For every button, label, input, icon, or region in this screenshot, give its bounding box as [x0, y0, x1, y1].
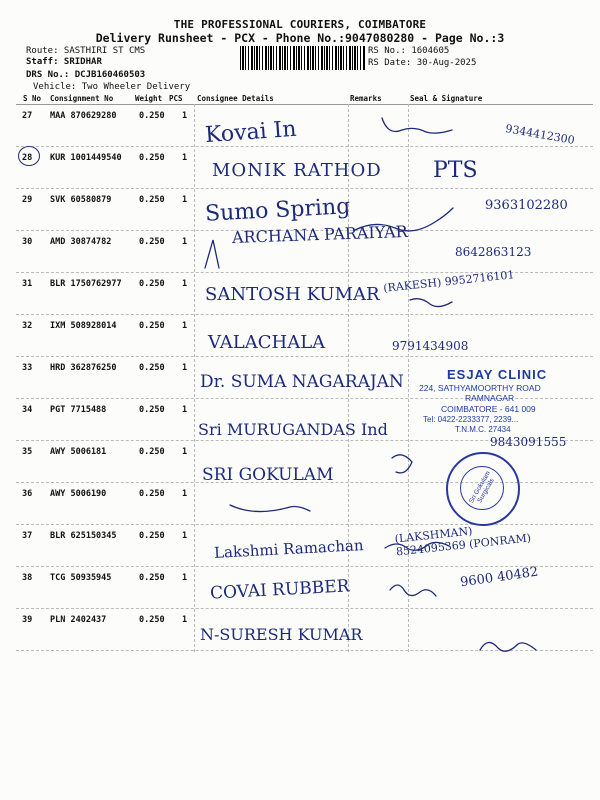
row-sno: 38 [22, 573, 33, 583]
runsheet-header-company: THE PROFESSIONAL COURIERS, COIMBATORE [173, 18, 427, 31]
vehicle-label: Vehicle: Two Wheeler Delivery [33, 82, 191, 92]
row-consignment-no: MAA 870629280 [50, 111, 117, 121]
row-consignment-no: AMD 30874782 [50, 237, 112, 247]
handwritten-mark: PTS [433, 158, 478, 183]
stamp-address-3: COIMBATORE - 641 009 [441, 404, 536, 414]
row-weight: 0.250 [139, 237, 165, 247]
route-label: Route: SASTHIRI ST CMS [26, 46, 146, 56]
row-consignment-no: BLR 625150345 [50, 531, 117, 541]
header-seal: Seal & Signature [410, 94, 483, 103]
handwritten-name: Kovai In [204, 116, 298, 149]
row-sno: 29 [22, 195, 33, 205]
row-weight: 0.250 [139, 615, 165, 625]
handwritten-name: COVAI RUBBER [209, 576, 350, 604]
seal-text: Sri Gokulam Surgicals [467, 470, 496, 505]
handwritten-name: N-SURESH KUMAR [200, 625, 363, 644]
row-sno: 33 [22, 363, 33, 373]
header-weight: Weight [135, 94, 163, 103]
rs-date: RS Date: 30-Aug-2025 [368, 58, 477, 68]
row-weight: 0.250 [139, 573, 165, 583]
row-sno: 35 [22, 447, 33, 457]
row-sno: 36 [22, 489, 33, 499]
row-sno: 31 [22, 279, 33, 289]
row-pcs: 1 [182, 489, 188, 499]
row-weight: 0.250 [139, 321, 165, 331]
row-sno: 37 [22, 531, 33, 541]
row-consignment-no: TCG 50935945 [50, 573, 112, 583]
handwritten-name: Sri MURUGANDAS Ind [198, 420, 388, 439]
handwritten-name: Dr. SUMA NAGARAJAN [200, 372, 404, 392]
stamp-tnmc: T.N.M.C. 27434 [455, 425, 511, 434]
handwritten-phone: 9843091555 [490, 435, 567, 449]
row-sno: 28 [22, 153, 33, 163]
row-consignment-no: AWY 5006181 [50, 447, 107, 457]
handwritten-phone: (LAKSHMAN) 8524095369 (PONRAM) [394, 524, 532, 559]
row-weight: 0.250 [139, 447, 165, 457]
stamp-tel: Tel: 0422-2233377, 2239... [423, 415, 519, 424]
row-pcs: 1 [182, 321, 188, 331]
row-pcs: 1 [182, 573, 188, 583]
stamp-address-1: 224, SATHYAMOORTHY ROAD [419, 383, 541, 393]
drs-number: DRS No.: DCJB160460503 [26, 70, 146, 80]
handwritten-phone: 9363102280 [485, 198, 568, 213]
row-consignment-no: AWY 5006190 [50, 489, 107, 499]
handwritten-phone: (RAKESH) 9952716101 [382, 268, 515, 295]
runsheet-header-subtitle: Delivery Runsheet - PCX - Phone No.:9047080280 - Page No.:3 [95, 31, 505, 45]
row-sno: 27 [22, 111, 33, 121]
row-consignment-no: BLR 1750762977 [50, 279, 122, 289]
handwritten-name: MONIK RATHOD [212, 160, 382, 181]
row-sno: 34 [22, 405, 33, 415]
header-remarks: Remarks [350, 94, 382, 103]
header-consignee: Consignee Details [197, 94, 274, 103]
row-pcs: 1 [182, 531, 188, 541]
row-sno: 39 [22, 615, 33, 625]
row-pcs: 1 [182, 279, 188, 289]
rs-number: RS No.: 1604605 [368, 46, 450, 56]
row-consignment-no: SVK 60580879 [50, 195, 112, 205]
handwritten-name: Lakshmi Ramachan [213, 536, 364, 562]
row-pcs: 1 [182, 237, 188, 247]
round-seal [446, 452, 520, 526]
row-pcs: 1 [182, 111, 188, 121]
row-weight: 0.250 [139, 279, 165, 289]
handwritten-name: ARCHANA PARAIYAR [231, 221, 408, 248]
row-weight: 0.250 [139, 531, 165, 541]
handwritten-name: Sumo Spring [204, 194, 351, 227]
row-pcs: 1 [182, 615, 188, 625]
row-consignment-no: IXM 508928014 [50, 321, 117, 331]
row-weight: 0.250 [139, 153, 165, 163]
handwritten-name: SRI GOKULAM [202, 465, 334, 485]
row-sno: 30 [22, 237, 33, 247]
row-pcs: 1 [182, 153, 188, 163]
row-consignment-no: KUR 1001449540 [50, 153, 122, 163]
row-weight: 0.250 [139, 195, 165, 205]
stamp-name: ESJAY CLINIC [447, 367, 548, 382]
row-weight: 0.250 [139, 489, 165, 499]
stamp-address-2: RAMNAGAR [465, 393, 515, 403]
row-consignment-no: HRD 362876250 [50, 363, 117, 373]
header-pcs: PCS [169, 94, 183, 103]
row-weight: 0.250 [139, 405, 165, 415]
row-weight: 0.250 [139, 363, 165, 373]
handwritten-name: VALACHALA [208, 332, 326, 353]
row-pcs: 1 [182, 447, 188, 457]
row-pcs: 1 [182, 363, 188, 373]
handwritten-phone: 9600 40482 [459, 564, 540, 591]
row-sno: 32 [22, 321, 33, 331]
row-pcs: 1 [182, 195, 188, 205]
row-consignment-no: PLN 2402437 [50, 615, 107, 625]
handwritten-name: SANTOSH KUMAR [205, 284, 380, 305]
header-sno: S No [23, 94, 42, 103]
row-consignment-no: PGT 7715488 [50, 405, 107, 415]
row-pcs: 1 [182, 405, 188, 415]
handwritten-phone: 9791434908 [392, 339, 469, 353]
header-consignment: Consignment No [50, 94, 114, 103]
staff-label: Staff: SRIDHAR [26, 57, 102, 67]
handwritten-phone: 8642863123 [455, 245, 532, 259]
handwritten-phone: 9344412300 [504, 122, 576, 147]
row-weight: 0.250 [139, 111, 165, 121]
